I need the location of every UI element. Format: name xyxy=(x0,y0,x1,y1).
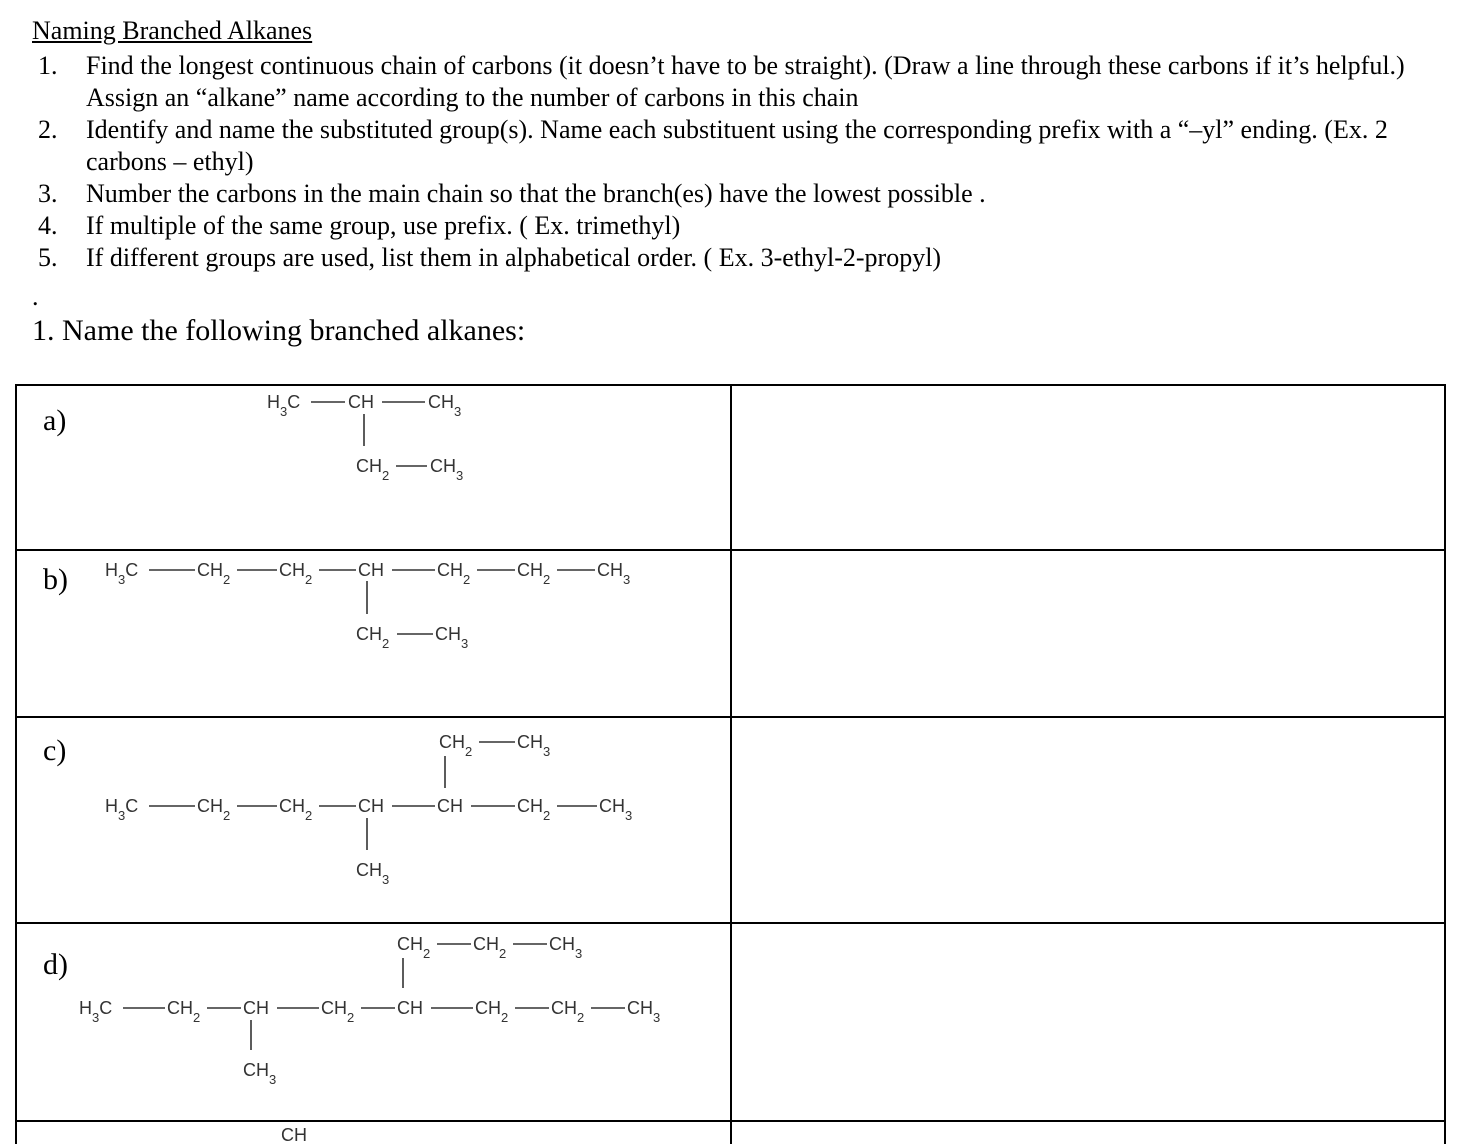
group-label: $CH_2$ xyxy=(517,560,551,587)
step-text: If different groups are used, list them in alphabetical order. ( Ex. 3-ethyl-2-propyl) xyxy=(86,243,942,272)
group-label: $H_3C$ xyxy=(267,392,301,419)
group-label: $CH_3$ xyxy=(549,934,583,961)
table-border-right xyxy=(1444,384,1446,1144)
group-label: $CH_3$ xyxy=(517,732,551,759)
group-label: $CH_2$ xyxy=(356,624,390,651)
step-text: Identify and name the substituted group(s). Name each substituent using the corresponding prefix with a “–yl” ending. (Ex. 2 carbons – ethyl) xyxy=(86,115,1388,176)
step-4 xyxy=(0,210,1440,242)
step-text: Find the longest continuous chain of carbons (it doesn’t have to be straight). (Draw a line through these carbons if it’s helpful.) Assign an “alkane” name according to the number of carbons in this chain xyxy=(86,51,1405,112)
group-label: $CH_3$ xyxy=(435,624,469,651)
step-3 xyxy=(0,178,1440,210)
group-label: $CH_2$ xyxy=(517,796,551,823)
group-label: $CH_3$ xyxy=(428,392,462,419)
step-number: 5. xyxy=(38,243,58,272)
answer-cell-b[interactable] xyxy=(732,551,1444,716)
group-label: $CH_2$ xyxy=(551,998,585,1025)
step-number: 2. xyxy=(38,115,58,144)
group-label: $CH_3$ xyxy=(627,998,661,1025)
group-label: $CH_3$ xyxy=(356,860,390,887)
row-label-b: b) xyxy=(43,563,68,596)
structure-c xyxy=(105,732,632,887)
instruction-steps xyxy=(0,50,1440,274)
stray-dot: . xyxy=(32,282,39,311)
step-number: 1. xyxy=(38,51,58,80)
worksheet-heading: Naming Branched Alkanes xyxy=(32,16,313,45)
structural-formulas xyxy=(15,384,730,1144)
group-label: $CH_3$ xyxy=(597,560,631,587)
step-1 xyxy=(0,50,1440,114)
group-label: CH xyxy=(397,998,423,1018)
step-number: 3. xyxy=(38,179,58,208)
group-label: CH xyxy=(437,796,463,816)
structure-a xyxy=(267,392,463,483)
row-label-d: d) xyxy=(43,948,68,981)
group-label: $CH_2$ xyxy=(397,934,431,961)
partial-group-label: CH xyxy=(281,1125,307,1144)
group-label: $CH_3$ xyxy=(430,456,464,483)
group-label: CH xyxy=(358,796,384,816)
group-label: $CH_3$ xyxy=(243,1060,277,1087)
group-label: CH xyxy=(348,392,374,412)
row-label-c: c) xyxy=(43,734,67,767)
exercise-instruction: 1. Name the following branched alkanes: xyxy=(32,314,526,347)
group-label: $CH_2$ xyxy=(279,796,313,823)
structure-b xyxy=(105,560,630,651)
answer-table xyxy=(15,384,1446,1144)
group-label: CH xyxy=(358,560,384,580)
step-text: If multiple of the same group, use prefix. ( Ex. trimethyl) xyxy=(86,211,681,240)
step-number: 4. xyxy=(38,211,58,240)
answer-cell-a[interactable] xyxy=(732,386,1444,549)
step-5 xyxy=(0,242,1440,274)
answer-cell-c[interactable] xyxy=(732,718,1444,922)
group-label: $CH_2$ xyxy=(473,934,507,961)
group-label: $H_3C$ xyxy=(105,796,139,823)
group-label: $CH_2$ xyxy=(321,998,355,1025)
group-label: $H_3C$ xyxy=(105,560,139,587)
group-label: $CH_2$ xyxy=(197,796,231,823)
group-label: $CH_3$ xyxy=(599,796,633,823)
step-text: Number the carbons in the main chain so that the branch(es) have the lowest possible . xyxy=(86,179,986,208)
structure-d xyxy=(79,934,660,1087)
group-label: $CH_2$ xyxy=(475,998,509,1025)
group-label: CH xyxy=(243,998,269,1018)
group-label: $H_3C$ xyxy=(79,998,113,1025)
group-label: $CH_2$ xyxy=(437,560,471,587)
group-label: $CH_2$ xyxy=(197,560,231,587)
group-label: $CH_2$ xyxy=(439,732,473,759)
group-label: $CH_2$ xyxy=(356,456,390,483)
row-label-a: a) xyxy=(43,404,67,437)
step-2 xyxy=(0,114,1440,178)
group-label: $CH_2$ xyxy=(279,560,313,587)
answer-cell-d[interactable] xyxy=(732,924,1444,1120)
group-label: $CH_2$ xyxy=(167,998,201,1025)
